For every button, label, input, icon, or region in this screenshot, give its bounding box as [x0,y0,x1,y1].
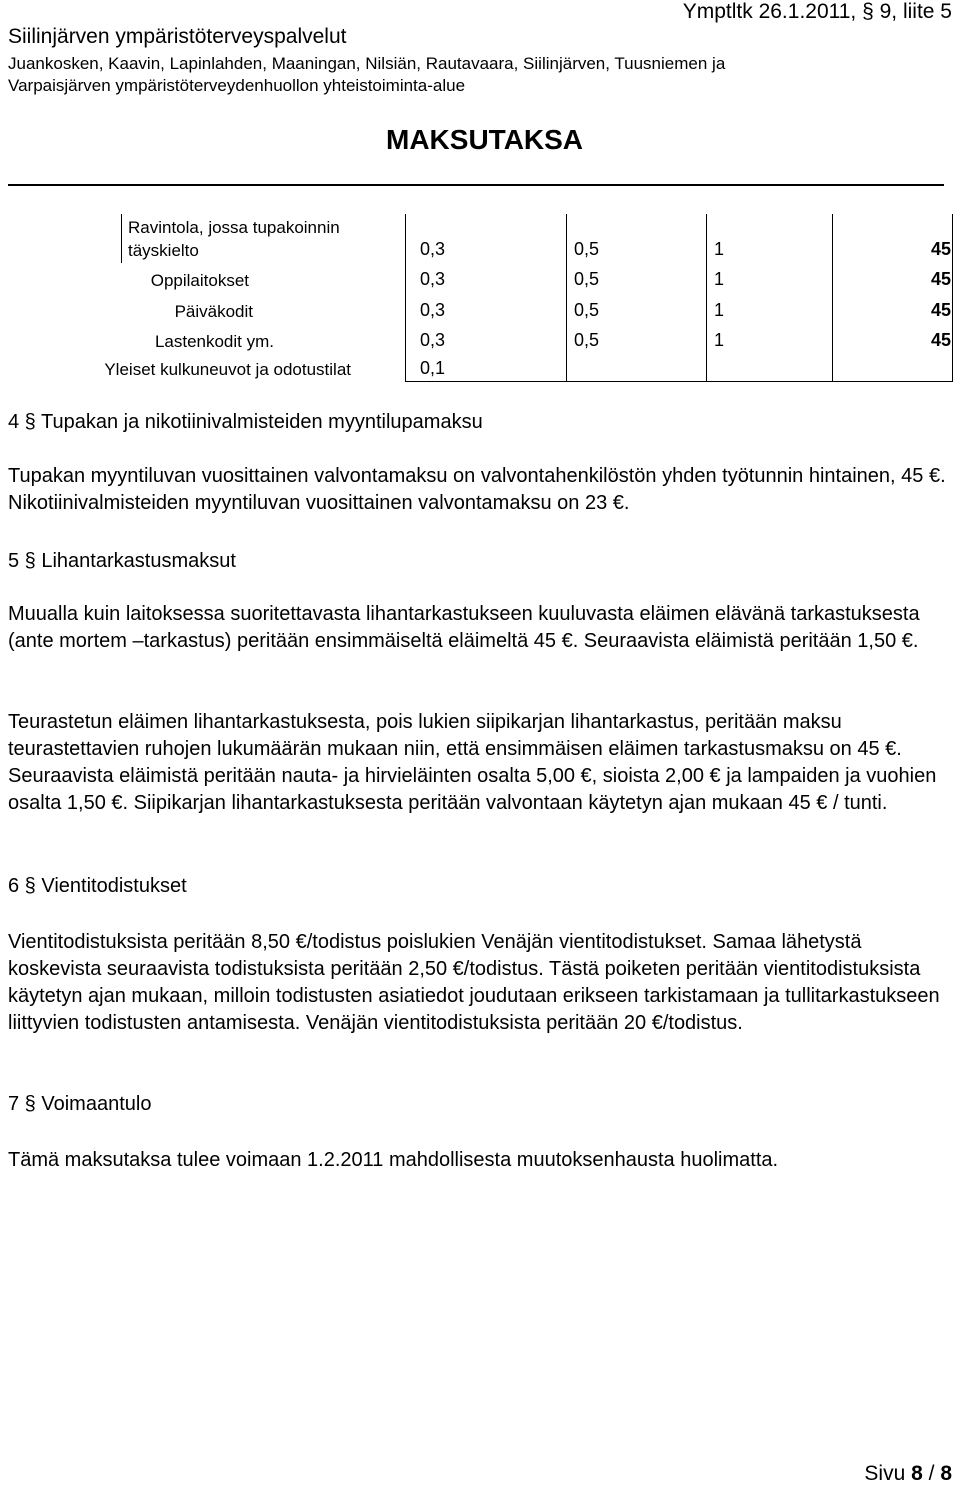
section-heading: 5 § Lihantarkastusmaksut [8,550,236,572]
cell-value: 1 [714,300,725,320]
row-label: Ravintola, jossa tupakoinnin [128,218,340,237]
row-label: Lastenkodit ym. [154,332,274,351]
table-row [0,214,960,263]
paragraph-text: Vientitodistuksista peritään 8,50 €/todistus poislukien Venäjän vientitodistukset. Samaa lähetystä koskevista seuraavista todistuksista peritään 2,50 €/todistus. Tästä poiketen peritään vientitodistuksista käytetyn ajan mukaan, milloin todistusten asiatiedot joudutaan erikseen tarkistamaan ja tullitarkastukseen liittyvien todistusten antamisesta. Venäjän vientitodistuksista peritään 20 €/todistus. [8,931,940,1034]
section-paragraph [8,709,953,817]
cell-value: 0,3 [420,239,446,259]
row-label-cont: täyskielto [128,241,199,260]
table-row [0,263,960,293]
paragraph-text: Muualla kuin laitoksessa suoritettavasta lihantarkastukseen kuuluvasta eläimen elävänä tarkastuksesta (ante mortem –tarkastus) peritään ensimmäiseltä eläimeltä 45 €. Seuraavista eläimistä peritään 1,50 €. [8,603,920,652]
section-heading: 6 § Vientitodistukset [8,875,187,897]
header-divider [8,184,944,186]
cell-total: 45 [930,300,951,320]
section-paragraph [8,463,953,517]
section-paragraph [8,929,953,1037]
cell-value: 0,3 [420,300,446,320]
fee-table [0,214,960,382]
cell-value: 0,5 [574,300,600,320]
table-row [0,323,960,353]
municipalities-line: Juankosken, Kaavin, Lapinlahden, Maaningan, Nilsiän, Rautavaara, Siilinjärven, Tuusniemen ja [8,54,726,73]
row-label: Yleiset kulkuneuvot ja odotustilat [104,360,351,379]
table-row [0,353,960,382]
page-number [864,1462,952,1486]
cell-total: 45 [930,330,951,350]
cell-value: 0,1 [420,358,446,378]
total-pages: 8 [940,1462,952,1485]
paragraph-text: Tämä maksutaksa tulee voimaan 1.2.2011 mahdollisesta muutoksenhausta huolimatta. [8,1149,779,1171]
paragraph-text: Tupakan myyntiluvan vuosittainen valvontamaksu on valvontahenkilöstön yhden työtunnin hintainen, 45 €. Nikotiinivalmisteiden myyntiluvan vuosittainen valvontamaksu on 23 €. [8,465,946,514]
organization-name: Siilinjärven ympäristöterveyspalvelut [8,25,347,48]
page-separator: / [928,1462,935,1485]
cell-value: 1 [714,330,725,350]
cell-total: 45 [930,269,951,289]
current-page: 8 [911,1462,923,1485]
section-paragraph [8,1147,953,1174]
document-reference: Ymptltk 26.1.2011, § 9, liite 5 [682,0,952,23]
cell-value: 0,5 [574,269,600,289]
cooperation-area-line: Varpaisjärven ympäristöterveydenhuollon yhteistoiminta-alue [8,76,466,95]
section-heading: 7 § Voimaantulo [8,1093,152,1115]
section-paragraph [8,601,953,655]
cell-value: 0,5 [574,239,600,259]
page-prefix: Sivu [864,1462,906,1485]
cell-value: 0,3 [420,269,446,289]
paragraph-text: Teurastetun eläimen lihantarkastuksesta, pois lukien siipikarjan lihantarkastus, peritään maksu teurastettavien ruhojen lukumäärän mukaan niin, että ensimmäisen eläimen tarkastusmaksu on 45 €. Seuraavista eläimistä peritään nauta- ja hirvieläinten osalta 5,00 €, sioista 2,00 € ja lampaiden ja vuohien osalta 1,50 €. Siipikarjan lihantarkastuksesta peritään valvontaan käytetyn ajan mukaan 45 € / tunti. [8,711,937,814]
cell-value: 0,3 [420,330,446,350]
page-title: MAKSUTAKSA [386,124,584,155]
cell-value: 0,5 [574,330,600,350]
row-label: Päiväkodit [174,302,253,321]
row-label: Oppilaitokset [150,271,249,290]
section-heading: 4 § Tupakan ja nikotiinivalmisteiden myyntilupamaksu [8,411,483,433]
cell-total: 45 [930,239,951,259]
table-row [0,293,960,323]
cell-value: 1 [714,269,725,289]
cell-value: 1 [714,239,725,259]
